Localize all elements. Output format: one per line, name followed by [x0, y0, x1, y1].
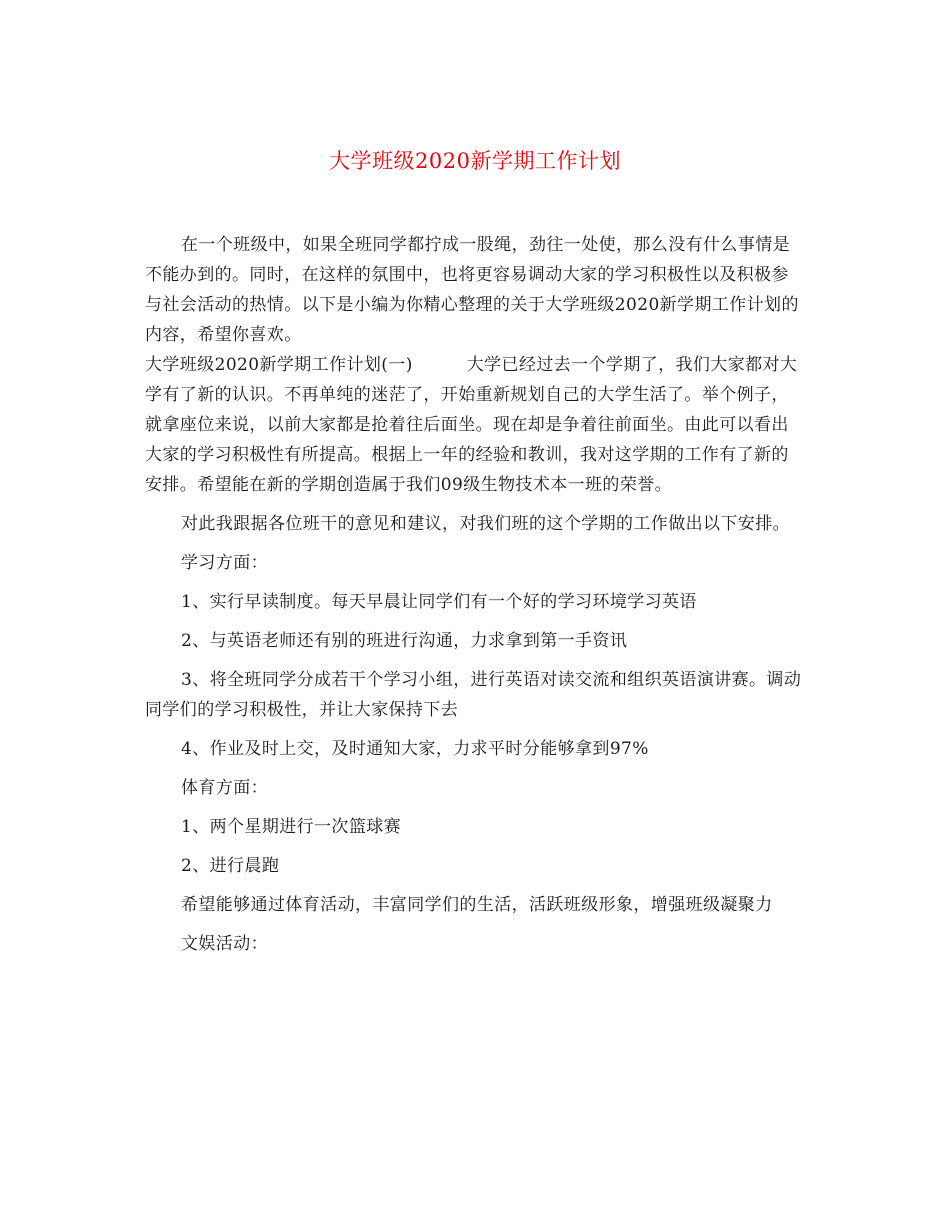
study-heading: 学习方面： — [181, 553, 268, 573]
study-item-2: 2、与英语老师还有别的班进行沟通，力求拿到第一手资讯 — [181, 631, 628, 651]
sports-item-1: 1、两个星期进行一次篮球赛 — [181, 817, 402, 837]
study-item-3: 3、将全班同学分成若干个学习小组，进行英语对读交流和组织英语演讲赛。调动同学们的学习积极性，并让大家保持下去 — [145, 670, 802, 720]
section1-text: 大学已经过去一个学期了，我们大家都对大学有了新的认识。不再单纯的迷茫了，开始重新规划自己的大学生活了。举个例子，就拿座位来说，以前大家都是抢着往后面坐。现在却是争着往前面坐。由此可以看出大家的学习积极性有所提高。根据上一年的经验和教训，我对这学期的工作有了新的安排。希望能在新的学期创造属于我们09级生物技术本一班的荣誉。 — [145, 355, 798, 495]
study-item-1: 1、实行早读制度。每天早晨让同学们有一个好的学习环境学习英语 — [181, 592, 697, 612]
arrangement-paragraph: 对此我跟据各位班干的意见和建议，对我们班的这个学期的工作做出以下安排。 — [181, 514, 790, 534]
document-title: 大学班级2020新学期工作计划 — [329, 149, 621, 173]
entertainment-heading: 文娱活动： — [181, 934, 268, 954]
document-body — [145, 230, 805, 959]
intro-paragraph: 在一个班级中，如果全班同学都拧成一股绳，劲往一处使，那么没有什么事情是不能办到的。同时，在这样的氛围中，也将更容易调动大家的学习积极性以及积极参与社会活动的热情。以下是小编为你精心整理的关于大学班级2020新学期工作计划的内容，希望你喜欢。 — [145, 235, 799, 345]
sports-heading: 体育方面： — [181, 778, 268, 798]
section1-paragraph — [145, 350, 805, 500]
sports-hope-paragraph: 希望能够通过体育活动，丰富同学们的生活，活跃班级形象，增强班级凝聚力 — [181, 895, 773, 915]
sports-item-2: 2、进行晨跑 — [181, 856, 280, 876]
section1-heading: 大学班级2020新学期工作计划(一) — [145, 355, 413, 375]
study-item-4: 4、作业及时上交，及时通知大家，力求平时分能够拿到97% — [181, 739, 649, 759]
